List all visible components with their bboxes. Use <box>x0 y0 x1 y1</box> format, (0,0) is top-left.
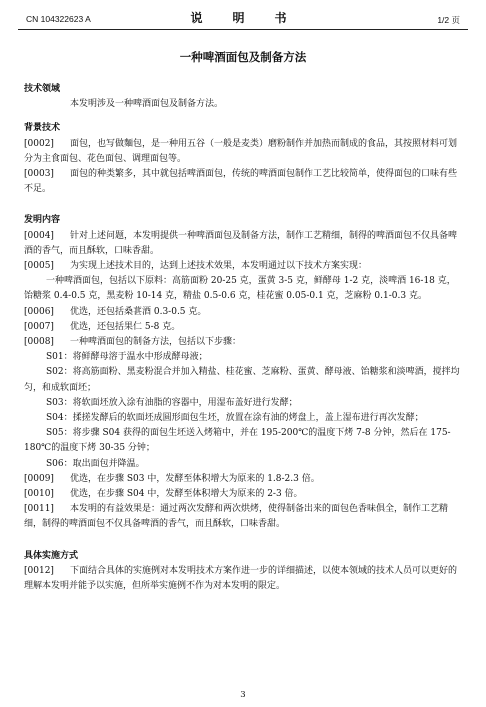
paragraph-tag: [0005] <box>24 261 54 272</box>
paragraph-tag: [0012] <box>24 565 54 576</box>
paragraph-text: 本发明涉及一种啤酒面包及制备方法。 <box>70 99 224 110</box>
document-body <box>24 82 464 594</box>
paragraph-0012 <box>24 564 464 594</box>
step-s02: S02：将高筋面粉、黑麦粉混合并加入精盐、桂花蜜、芝麻粉、蛋黄、酵母液、饴糖浆和淡啤酒，搅拌均匀，和成软面坯； <box>24 367 460 393</box>
paragraph-0008 <box>24 335 464 350</box>
page-number: 3 <box>240 690 246 700</box>
paragraph-0010 <box>24 487 464 502</box>
paragraph-tag <box>24 97 70 112</box>
step-s04: S04：揉搓发酵后的软面坯成圆形面包生坯，放置在涂有油的烤盘上，盖上湿布进行再次发酵； <box>46 413 424 424</box>
paragraph-text: 面包，也写做麵包，是一种用五谷（一般是麦类）磨粉制作并加热而制成的食品，其按照材料可划分为主食面包、花色面包、调理面包等。 <box>24 138 458 164</box>
section-heading-field: 技术领域 <box>24 84 61 94</box>
paragraph-tag: [0004] <box>24 230 54 241</box>
paragraph-tag: [0009] <box>24 473 54 484</box>
paragraph-tag: [0003] <box>24 169 54 180</box>
patent-number: CN 104322623 A <box>26 14 91 24</box>
paragraph-tag: [0011] <box>24 504 54 515</box>
paragraph-text: 面包的种类繁多，其中就包括啤酒面包，传统的啤酒面包制作工艺比较简单，使得面包的口味有些不足。 <box>24 169 458 195</box>
paragraph-tag: [0002] <box>24 138 54 149</box>
page-header <box>18 4 468 26</box>
paragraph-text: 优选，还包括果仁 5-8 克。 <box>70 321 181 332</box>
step-s06: S06：取出面包并降温。 <box>46 458 145 469</box>
paragraph-0009 <box>24 472 464 487</box>
step-s01: S01：将鲜酵母溶于温水中形成酵母液； <box>46 352 208 363</box>
paragraph-text: 下面结合具体的实施例对本发明技术方案作进一步的详细描述，以使本领域的技术人员可以更好的理解本发明并能予以实施，但所举实施例不作为对本发明的限定。 <box>24 565 458 592</box>
page-indicator: 1/2 页 <box>437 15 460 25</box>
paragraph-0005 <box>24 259 464 274</box>
paragraph-tag: [0010] <box>24 489 54 500</box>
document-title: 一种啤酒面包及制备方法 <box>179 50 307 64</box>
paragraph-0003 <box>24 167 464 197</box>
paragraph-0001 <box>24 97 464 112</box>
paragraph-0007 <box>24 320 464 335</box>
paragraph-tag: [0007] <box>24 321 54 332</box>
step-s03: S03：将软面坯放入涂有油脂的容器中，用湿布盖好进行发酵； <box>46 397 298 408</box>
paragraph-text: 优选，还包括桑葚酒 0.3-0.5 克。 <box>70 306 207 317</box>
section-heading-background: 背景技术 <box>24 123 61 134</box>
section-heading-summary: 发明内容 <box>24 215 61 226</box>
paragraph-0006 <box>24 305 464 320</box>
paragraph-text: 一种啤酒面包的制备方法，包括以下步骤： <box>70 337 242 348</box>
paragraph-text: 优选，在步骤 S03 中，发酵至体积增大为原来的 1.8-2.3 倍。 <box>70 473 320 484</box>
paragraph-text: 本发明的有益效果是：通过两次发酵和两次烘烤，使得制备出来的面包色香味俱全，制作工艺精细，制得的啤酒面包不仅具备啤酒的香气，而且酥软，口味香甜。 <box>24 504 449 530</box>
paragraph-tag: [0006] <box>24 306 54 317</box>
header-rule <box>18 29 468 30</box>
paragraph-text: 优选，在步骤 S04 中，发酵至体积增大为原来的 2-3 倍。 <box>70 489 303 500</box>
document-type: 说 明 书 <box>190 11 296 25</box>
paragraph-0011 <box>24 502 464 532</box>
section-heading-embodiment: 具体实施方式 <box>24 550 79 561</box>
paragraph-text: 为实现上述技术目的，达到上述技术效果，本发明通过以下技术方案实现： <box>70 261 368 272</box>
paragraph-0005-formula: 一种啤酒面包，包括以下原料：高筋面粉 20-25 克，蛋黄 3-5 克，鲜酵母 1-2 克，淡啤酒 16-18 克，饴糖浆 0.4-0.5 克，黑麦粉 10-14 克，精盐 0.5-0.6 克，桂花蜜 0.05-0.1 克，芝麻粉 0.1-0.3 克。 <box>24 276 456 302</box>
step-s05: S05：将步骤 S04 获得的面包生坯送入烤箱中，并在 195-200℃的温度下烤 7-8 分钟，然后在 175-180℃的温度下烤 30-35 分钟； <box>24 428 451 454</box>
paragraph-0002 <box>24 137 464 167</box>
paragraph-text: 针对上述问题，本发明提供一种啤酒面包及制备方法，制作工艺精细，制得的啤酒面包不仅具备啤酒的香气，而且酥软，口味香甜。 <box>24 230 458 256</box>
paragraph-0004 <box>24 229 464 259</box>
paragraph-tag: [0008] <box>24 337 54 348</box>
